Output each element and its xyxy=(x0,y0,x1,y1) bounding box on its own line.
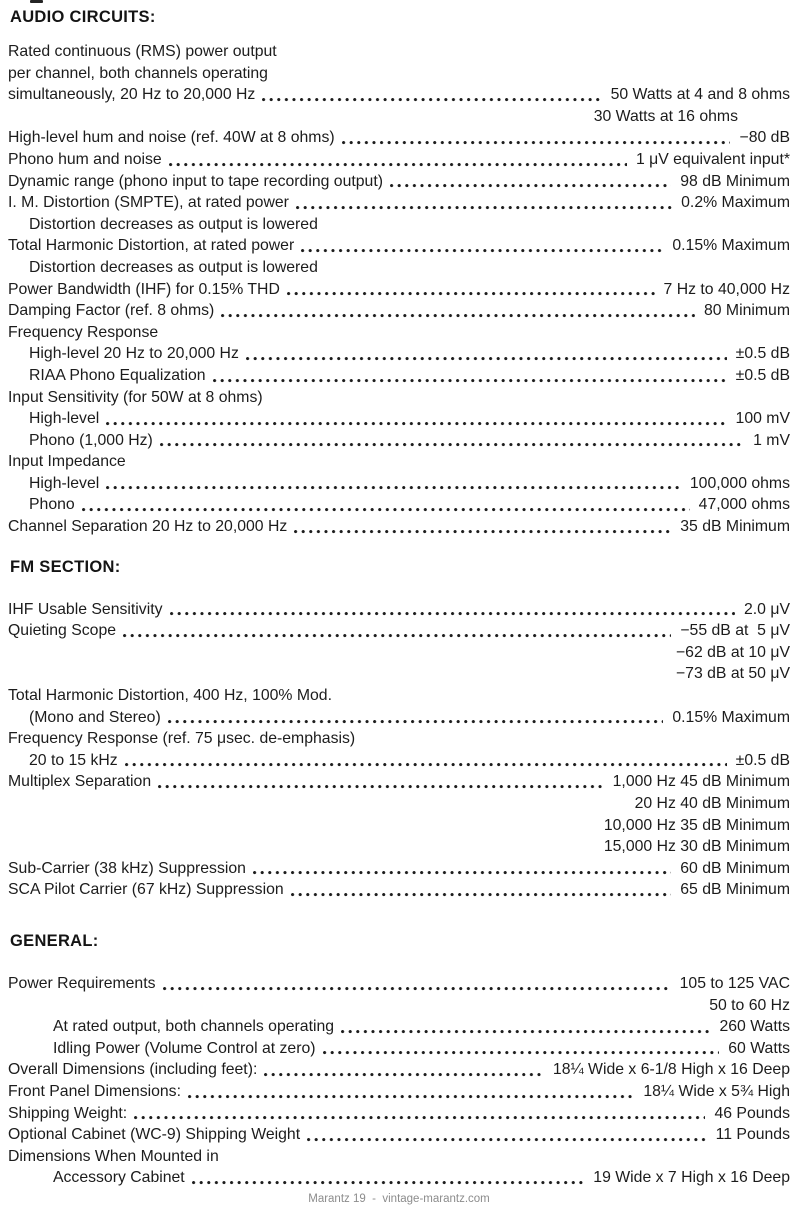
spec-label: Total Harmonic Distortion, at rated power xyxy=(8,237,295,255)
spec-row xyxy=(8,750,790,772)
spec-label: SCA Pilot Carrier (67 kHz) Suppression xyxy=(8,881,284,899)
spec-label: Power Requirements xyxy=(8,974,156,992)
spec-value: 260 Watts xyxy=(719,1018,790,1036)
spec-row xyxy=(8,1038,790,1060)
spec-row xyxy=(8,106,790,128)
spec-label: High-level xyxy=(29,410,100,428)
spec-value: ±0.5 dB xyxy=(735,345,790,363)
spec-row xyxy=(8,279,790,301)
dot-leader xyxy=(221,313,695,318)
spec-row xyxy=(8,41,790,63)
spec-value: 20 Hz 40 dB Minimum xyxy=(634,795,790,812)
section-audio-circuits xyxy=(8,7,790,538)
spec-row xyxy=(8,599,790,621)
spec-row xyxy=(8,235,790,257)
spec-value: −80 dB xyxy=(739,129,790,147)
spec-row xyxy=(8,516,790,538)
dot-leader xyxy=(341,1029,710,1034)
spec-label: Overall Dimensions (including feet): xyxy=(8,1061,258,1079)
spec-row xyxy=(8,879,790,901)
spec-label: RIAA Phono Equalization xyxy=(29,366,206,384)
spec-label: Idling Power (Volume Control at zero) xyxy=(53,1039,316,1057)
spec-label: (Mono and Stereo) xyxy=(29,708,161,726)
spec-row xyxy=(8,1146,790,1168)
spec-value: 0.15% Maximum xyxy=(672,237,790,255)
spec-value: ±0.5 dB xyxy=(735,366,790,384)
spec-value: ±0.5 dB xyxy=(735,751,790,769)
spec-row xyxy=(8,1081,790,1103)
spec-row xyxy=(8,343,790,365)
spec-label: Accessory Cabinet xyxy=(53,1169,185,1187)
spec-row xyxy=(8,322,790,344)
spec-row xyxy=(8,408,790,430)
spec-label: Rated continuous (RMS) power output xyxy=(8,43,277,60)
spec-row xyxy=(8,1103,790,1125)
spec-row xyxy=(8,127,790,149)
spec-label: At rated output, both channels operating xyxy=(53,1018,335,1036)
footer-credit: Marantz 19 - vintage-marantz.com xyxy=(308,1192,490,1205)
spec-value: −73 dB at 50 μV xyxy=(675,665,790,683)
spec-value: 100 mV xyxy=(735,410,790,428)
spec-label: per channel, both channels operating xyxy=(8,64,268,82)
spec-label: Optional Cabinet (WC-9) Shipping Weight xyxy=(8,1126,301,1144)
spec-row xyxy=(8,451,790,473)
spec-row xyxy=(8,815,790,837)
spec-value: 46 Pounds xyxy=(714,1104,790,1122)
dot-leader xyxy=(106,485,681,490)
spec-label: Input Sensitivity (for 50W at 8 ohms) xyxy=(8,388,263,406)
spec-label: Multiplex Separation xyxy=(8,773,152,791)
dot-leader xyxy=(301,248,663,253)
dot-leader xyxy=(342,140,731,145)
spec-row xyxy=(8,663,790,685)
dot-leader xyxy=(323,1050,720,1055)
spec-label: Front Panel Dimensions: xyxy=(8,1082,181,1100)
spec-row xyxy=(8,214,790,236)
spec-label: I. M. Distortion (SMPTE), at rated power xyxy=(8,194,289,212)
spec-label: Phono (1,000 Hz) xyxy=(29,431,153,449)
dot-leader xyxy=(253,870,671,875)
spec-label: Power Bandwidth (IHF) for 0.15% THD xyxy=(8,280,280,298)
spec-value: 2.0 μV xyxy=(744,600,790,618)
dot-leader xyxy=(82,507,690,512)
section-title-general: GENERAL: xyxy=(10,931,99,950)
spec-row xyxy=(8,1167,790,1189)
spec-value: 30 Watts at 16 ohms xyxy=(593,107,738,125)
spec-row xyxy=(8,771,790,793)
spec-value: 50 Watts at 4 and 8 ohms xyxy=(610,86,790,104)
spec-value: 18¼ Wide x 6-1/8 High x 16 Deep xyxy=(552,1061,790,1079)
spec-value: 65 dB Minimum xyxy=(680,881,790,899)
spec-row xyxy=(8,1124,790,1146)
dot-leader xyxy=(294,529,671,534)
spec-row xyxy=(8,494,790,516)
spec-value: 80 Minimum xyxy=(703,302,790,320)
spec-label: Damping Factor (ref. 8 ohms) xyxy=(8,302,215,320)
spec-label: Dimensions When Mounted in xyxy=(8,1147,219,1165)
spec-row xyxy=(8,365,790,387)
spec-row xyxy=(8,858,790,880)
spec-row xyxy=(8,387,790,409)
spec-row xyxy=(8,793,790,815)
spec-row xyxy=(8,84,790,106)
spec-value: 1 μV equivalent input* xyxy=(635,150,790,168)
spec-row xyxy=(8,973,790,995)
spec-row xyxy=(8,1059,790,1081)
spec-label: Shipping Weight: xyxy=(8,1104,128,1122)
section-fm xyxy=(8,557,790,901)
spec-row xyxy=(8,728,790,750)
dot-leader xyxy=(262,97,601,102)
spec-row xyxy=(8,685,790,707)
dot-leader xyxy=(158,784,604,789)
spec-row xyxy=(8,995,790,1017)
spec-label: Total Harmonic Distortion, 400 Hz, 100% Mod. xyxy=(8,687,332,705)
spec-value: 35 dB Minimum xyxy=(680,518,790,536)
spec-value: 98 dB Minimum xyxy=(680,172,790,190)
spec-label: simultaneously, 20 Hz to 20,000 Hz xyxy=(8,86,256,104)
spec-label: IHF Usable Sensitivity xyxy=(8,600,163,618)
spec-label: Sub-Carrier (38 kHz) Suppression xyxy=(8,859,246,877)
dot-leader xyxy=(163,986,671,991)
spec-row xyxy=(8,473,790,495)
dot-leader xyxy=(307,1137,707,1142)
dot-leader xyxy=(188,1094,634,1099)
spec-label: Frequency Response xyxy=(8,323,159,341)
dot-leader xyxy=(170,611,735,616)
spec-value: 1 mV xyxy=(753,431,790,449)
spec-label: High-level xyxy=(29,474,100,492)
spec-row xyxy=(8,149,790,171)
spec-label: Quieting Scope xyxy=(8,622,117,640)
dot-leader xyxy=(169,162,627,167)
spec-value: 47,000 ohms xyxy=(698,496,790,514)
dot-leader xyxy=(291,892,672,897)
spec-row xyxy=(8,642,790,664)
spec-value: 1,000 Hz 45 dB Minimum xyxy=(612,773,790,791)
spec-row xyxy=(8,171,790,193)
spec-row xyxy=(8,257,790,279)
spec-row xyxy=(8,63,790,85)
spec-value: 50 to 60 Hz xyxy=(709,996,790,1014)
spec-label: Distortion decreases as output is lowered xyxy=(29,258,318,276)
spec-label: Dynamic range (phono input to tape recording output) xyxy=(8,172,383,190)
spec-label: Phono xyxy=(29,496,75,514)
spec-label: 20 to 15 kHz xyxy=(29,751,118,769)
scan-artifact xyxy=(30,0,43,3)
spec-row xyxy=(8,430,790,452)
dot-leader xyxy=(246,356,727,361)
dot-leader xyxy=(168,719,664,724)
spec-label: Channel Separation 20 Hz to 20,000 Hz xyxy=(8,518,288,536)
spec-label: Input Impedance xyxy=(8,453,126,471)
spec-value: 18¼ Wide x 5¾ High xyxy=(643,1082,790,1100)
dot-leader xyxy=(213,378,727,383)
spec-rows-fm xyxy=(8,599,790,901)
dot-leader xyxy=(287,291,655,296)
spec-value: 0.15% Maximum xyxy=(672,708,790,726)
spec-label: High-level 20 Hz to 20,000 Hz xyxy=(29,345,239,363)
spec-value: 10,000 Hz 35 dB Minimum xyxy=(603,816,790,834)
spec-row xyxy=(8,707,790,729)
spec-value: 0.2% Maximum xyxy=(681,194,790,212)
section-title-audio-circuits: AUDIO CIRCUITS: xyxy=(10,8,156,26)
dot-leader xyxy=(125,762,727,767)
dot-leader xyxy=(264,1072,544,1077)
spec-row xyxy=(8,192,790,214)
dot-leader xyxy=(106,421,726,426)
dot-leader xyxy=(296,205,672,210)
spec-value: 15,000 Hz 30 dB Minimum xyxy=(603,838,790,856)
spec-value: 105 to 125 VAC xyxy=(679,974,790,992)
dot-leader xyxy=(390,183,671,188)
spec-value: 100,000 ohms xyxy=(689,474,790,492)
spec-value: 19 Wide x 7 High x 16 Deep xyxy=(593,1169,790,1187)
dot-leader xyxy=(134,1115,705,1120)
spec-value: 60 dB Minimum xyxy=(680,859,790,877)
spec-row xyxy=(8,620,790,642)
spec-label: Distortion decreases as output is lowered xyxy=(29,215,318,233)
spec-row xyxy=(8,836,790,858)
spec-rows-general xyxy=(8,973,790,1189)
section-title-fm: FM SECTION: xyxy=(10,557,121,576)
spec-value: 7 Hz to 40,000 Hz xyxy=(663,280,790,298)
spec-row xyxy=(8,300,790,322)
dot-leader xyxy=(192,1180,585,1185)
spec-value: −62 dB at 10 μV xyxy=(675,643,790,661)
dot-leader xyxy=(123,633,671,638)
spec-label: Phono hum and noise xyxy=(8,150,162,168)
section-general xyxy=(8,931,790,1189)
spec-label: High-level hum and noise (ref. 40W at 8 ohms) xyxy=(8,129,335,147)
spec-value: 11 Pounds xyxy=(715,1126,790,1144)
dot-leader xyxy=(160,442,744,447)
spec-row xyxy=(8,1016,790,1038)
spec-label: Frequency Response (ref. 75 μsec. de-emphasis) xyxy=(8,730,356,748)
spec-value: −55 dB at 5 μV xyxy=(680,622,790,640)
spec-value: 60 Watts xyxy=(728,1039,790,1057)
spec-rows-audio-circuits xyxy=(8,41,790,538)
